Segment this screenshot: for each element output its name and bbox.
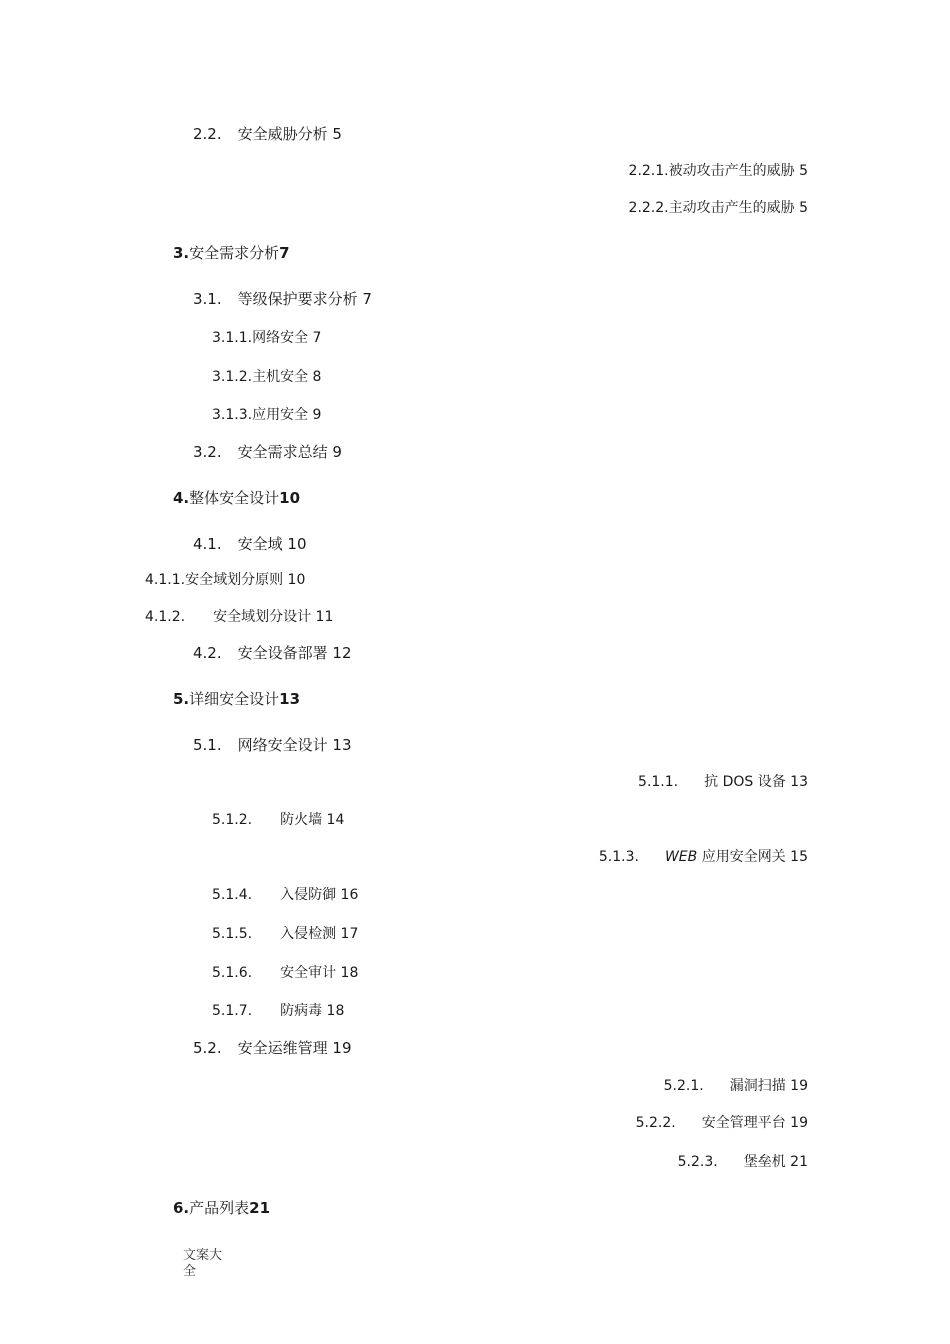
toc-page: 5 [799,200,808,216]
toc-number: 3.2. [193,443,222,461]
toc-title: 安全域 [237,535,283,553]
toc-title: 安全需求分析 [189,244,280,262]
toc-entry-5-2-3[interactable] [678,1153,808,1171]
toc-title: 安全运维管理 [237,1039,328,1057]
toc-entry-2-2-2[interactable] [629,199,808,217]
toc-number: 4. [173,489,190,507]
toc-entry-5[interactable] [173,690,300,708]
toc-entry-4-1-1[interactable] [145,571,305,589]
toc-title: 详细安全设计 [189,690,280,708]
toc-page: 7 [362,290,372,308]
toc-title: 网络安全设计 [237,736,328,754]
toc-text: 3.1.3.应用安全 [212,407,309,423]
toc-entry-5-2[interactable] [193,1039,352,1057]
toc-entry-5-1-7[interactable] [212,1002,344,1020]
toc-text: 3.1.2.主机安全 [212,369,309,385]
toc-entry-2-2-1[interactable] [629,162,808,180]
toc-entry-3-1-3[interactable] [212,406,321,424]
toc-number: 5.1.6. [212,965,253,981]
toc-title: 堡垒机 [743,1154,786,1170]
toc-entry-5-2-2[interactable] [636,1114,808,1132]
toc-entry-4-1-2[interactable] [145,608,333,626]
toc-page: 13 [790,774,808,790]
toc-number: 5.2.3. [677,1154,718,1170]
toc-entry-5-1-2[interactable] [212,811,344,829]
toc-number: 5.2.1. [663,1078,704,1094]
toc-entry-5-1-1[interactable] [638,773,808,791]
toc-page: 17 [340,926,359,942]
toc-page: 9 [332,443,342,461]
toc-page: 19 [790,1115,808,1131]
toc-title: 入侵检测 [280,926,337,942]
toc-title: 安全设备部署 [237,644,328,662]
toc-page: 5 [799,163,808,179]
toc-page: 5 [332,125,342,143]
toc-number: 5.2.2. [635,1115,676,1131]
toc-entry-3-1[interactable] [193,290,372,308]
toc-entry-2-2[interactable] [193,125,342,143]
toc-title: 防火墙 [280,812,323,828]
toc-page: 10 [287,572,306,588]
toc-text: 2.2.1.被动攻击产生的威胁 [628,163,795,179]
toc-page: 14 [326,812,345,828]
toc-number: 5.1. [193,736,222,754]
toc-entry-4-2[interactable] [193,644,352,662]
toc-title: 入侵防御 [280,887,337,903]
toc-title: 安全域划分设计 [213,609,312,625]
toc-entry-3-1-2[interactable] [212,368,321,386]
toc-text: 3.1.1.网络安全 [212,330,309,346]
toc-title: 安全管理平台 [701,1115,786,1131]
toc-title-em: WEB [664,849,698,865]
toc-number: 6. [173,1199,190,1217]
toc-number: 5.1.5. [212,926,253,942]
toc-number: 5.1.1. [638,774,679,790]
toc-entry-5-1-3[interactable] [599,848,808,866]
toc-entry-3-1-1[interactable] [212,329,321,347]
toc-number: 4.1.2. [145,609,186,625]
toc-page: 10 [287,535,307,553]
toc-number: 4.2. [193,644,222,662]
toc-page: 16 [340,887,359,903]
toc-title: 安全威胁分析 [237,125,328,143]
toc-page: 7 [279,244,290,262]
toc-entry-6[interactable] [173,1199,270,1217]
toc-title: 应用安全网关 [701,849,786,865]
toc-page: 10 [279,489,301,507]
toc-page: 19 [332,1039,352,1057]
toc-title: 抗 DOS 设备 [704,774,786,790]
toc-page: 11 [315,609,334,625]
toc-page: 9 [312,407,322,423]
toc-text: 4.1.1.安全域划分原则 [145,572,284,588]
toc-entry-3-2[interactable] [193,443,342,461]
toc-entry-3[interactable] [173,244,290,262]
toc-number: 5. [173,690,190,708]
toc-page: 21 [249,1199,271,1217]
toc-page: 7 [312,330,322,346]
toc-title: 整体安全设计 [189,489,280,507]
footer-text: 文案大全 [183,1248,223,1279]
toc-entry-5-1-6[interactable] [212,964,358,982]
toc-page: 21 [790,1154,808,1170]
toc-page: 13 [332,736,352,754]
toc-page: 13 [279,690,301,708]
toc-title: 安全审计 [280,965,337,981]
toc-entry-5-1-4[interactable] [212,886,358,904]
toc-text: 2.2.2.主动攻击产生的威胁 [628,200,795,216]
toc-number: 5.1.7. [212,1003,253,1019]
toc-title: 防病毒 [280,1003,323,1019]
toc-page: 8 [312,369,322,385]
toc-title: 等级保护要求分析 [237,290,358,308]
toc-title: 安全需求总结 [237,443,328,461]
toc-entry-5-2-1[interactable] [664,1077,808,1095]
toc-entry-5-1[interactable] [193,736,352,754]
toc-number: 5.1.4. [212,887,253,903]
toc-title: 产品列表 [189,1199,250,1217]
toc-entry-4-1[interactable] [193,535,307,553]
toc-number: 3.1. [193,290,222,308]
toc-number: 5.1.3. [598,849,639,865]
toc-number: 5.2. [193,1039,222,1057]
toc-page: 12 [332,644,352,662]
toc-number: 4.1. [193,535,222,553]
toc-entry-5-1-5[interactable] [212,925,358,943]
toc-number: 5.1.2. [212,812,253,828]
toc-page: 18 [326,1003,345,1019]
toc-entry-4[interactable] [173,489,300,507]
toc-number: 2.2. [193,125,222,143]
toc-page: 19 [790,1078,808,1094]
toc-page: 18 [340,965,359,981]
toc-page: 15 [790,849,808,865]
toc-title: 漏洞扫描 [729,1078,786,1094]
toc-number: 3. [173,244,190,262]
